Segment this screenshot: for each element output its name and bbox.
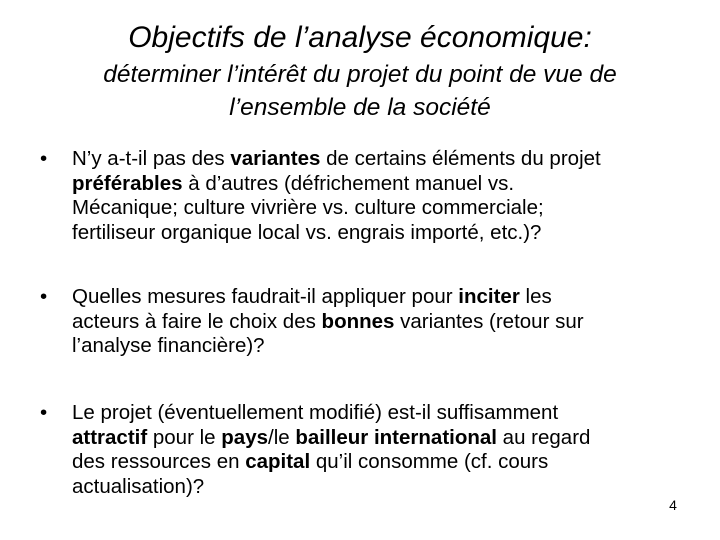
bold-term: bailleur international [295, 425, 497, 449]
text-run: acteurs à faire le choix des [72, 309, 322, 333]
text-run: Quelles mesures faudrait-il appliquer pour [72, 285, 459, 308]
bullet-line [72, 450, 700, 475]
text-run: N’y a-t-il pas des [72, 147, 231, 170]
bold-term: pays [221, 425, 268, 449]
text-run: l’analyse financière)? [72, 334, 265, 357]
bullet-line [72, 475, 700, 500]
subtitle-line: l’ensemble de la société [229, 94, 491, 121]
bold-term: bonnes [321, 309, 395, 333]
text-run: Le projet (éventuellement modifié) est-il suffisamment [72, 401, 559, 424]
subtitle-line: déterminer l’intérêt du projet du point de vue de [103, 61, 617, 88]
bullet-line [72, 426, 700, 451]
text-run: les [519, 285, 552, 308]
bullet-line [72, 196, 700, 221]
bold-term: inciter [458, 285, 520, 308]
bullet-symbol: • [40, 401, 48, 424]
bold-term: capital [245, 450, 311, 473]
bullet-symbol: • [40, 147, 48, 170]
text-run: variantes (retour sur [394, 309, 584, 333]
bullet-line [72, 310, 700, 335]
bold-term: variantes [230, 147, 321, 170]
bullet-line [72, 221, 700, 246]
bold-term: attractif [72, 425, 148, 449]
bullet-line [72, 334, 700, 359]
bullet-text [72, 285, 700, 359]
text-run: pour le [147, 425, 222, 449]
bullet-text [72, 401, 700, 499]
text-run: Mécanique; culture vivrière vs. culture commerciale; [72, 196, 544, 219]
text-run: à d’autres (défrichement manuel vs. [182, 171, 515, 195]
text-run: fertiliseur organique local vs. engrais importé, etc.)? [72, 220, 542, 244]
bold-term: préférables [72, 171, 183, 195]
bullet-line [72, 147, 700, 172]
text-run: qu’il consomme (cf. cours [310, 450, 549, 473]
text-run: /le [268, 425, 296, 449]
bullet-line [72, 285, 700, 310]
page-number: 4 [669, 497, 677, 513]
bullet-symbol: • [40, 285, 48, 308]
bullet-line [72, 172, 700, 197]
bullet-line [72, 401, 700, 426]
text-run: de certains éléments du projet [320, 147, 601, 170]
text-run: des ressources en [72, 450, 246, 473]
text-run: actualisation)? [72, 474, 205, 498]
bullet-text [72, 147, 700, 245]
slide-title: Objectifs de l’analyse économique: [128, 21, 592, 54]
text-run: au regard [496, 425, 591, 449]
